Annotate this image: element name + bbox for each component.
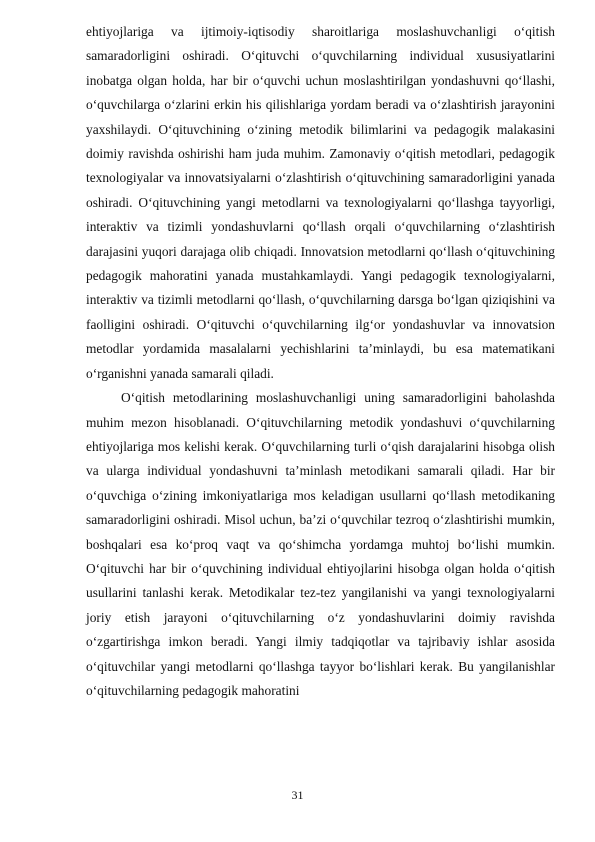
page-number: 31 <box>291 788 304 802</box>
document-body <box>86 20 555 703</box>
paragraph-methods-flexibility: O‘qitish metodlarining moslashuvchanligi uning samaradorligini baholashda muhim mezon hisoblanadi. O‘qituvchilarning metodik yondashuvi o‘quvchilarning ehtiyojlariga mos kelishi kerak. O‘quvchilarning turli o‘qish darajalarini hisobga olish va ularga individual yondashuvni ta’minlash metodikani samarali qiladi. Har bir o‘quvchiga o‘zining imkoniyatlariga mos keladigan usullarni qo‘llash metodikaning samaradorligini oshiradi. Misol uchun, ba’zi o‘quvchilar tezroq o‘zlashtirishi mumkin, boshqalari esa ko‘proq vaqt va qo‘shimcha yordamga muhtoj bo‘lishi mumkin. O‘qituvchi har bir o‘quvchining individual ehtiyojlarini hisobga olgan holda o‘qitish usullarini tanlashi kerak. Metodikalar tez-tez yangilanishi va yangi texnologiyalarni joriy etish jarayoni o‘qituvchilarning o‘z yondashuvlarini doimiy ravishda o‘zgartirishga imkon beradi. Yangi ilmiy tadqiqotlar va tajribaviy ishlar asosida o‘qituvchilar yangi metodlarni qo‘llashga tayyor bo‘lishlari kerak. Bu yangilanishlar o‘qituvchilarning pedagogik mahoratini <box>86 390 555 698</box>
paragraph-continuation: ehtiyojlariga va ijtimoiy-iqtisodiy sharoitlariga moslashuvchanligi o‘qitish samaradorligini oshiradi. O‘qituvchi o‘quvchilarning individual xususiyatlarini inobatga olgan holda, har bir o‘quvchi uchun moslashtirilgan yondashuvni qo‘llashi, o‘quvchilarga o‘zlarini erkin his qilishlariga yordam beradi va o‘zlashtirish jarayonini yaxshilaydi. O‘qituvchining o‘zining metodik bilimlarini va pedagogik malakasini doimiy ravishda oshirishi ham juda muhim. Zamonaviy o‘qitish metodlari, pedagogik texnologiyalar va innovatsiyalarni o‘zlashtirish o‘qituvchining samaradorligini yanada oshiradi. O‘qituvchining yangi metodlarni va texnologiyalarni qo‘llashga tayyorligi, interaktiv va tizimli yondashuvlarni qo‘llash orqali o‘quvchilarning o‘zlashtirish darajasini yuqori darajaga olib chiqadi. Innovatsion metodlarni qo‘llash o‘qituvchining pedagogik mahoratini yanada mustahkamlaydi. Yangi pedagogik texnologiyalarni, interaktiv va tizimli metodlarni qo‘llash, o‘quvchilarning darsga bo‘lgan qiziqishini va faolligini oshiradi. O‘qituvchi o‘quvchilarning ilg‘or yondashuvlar va innovatsion metodlar yordamida masalalarni yechishlarini ta’minlaydi, bu esa matematikani o‘rganishni yanada samarali qiladi. <box>86 24 555 381</box>
